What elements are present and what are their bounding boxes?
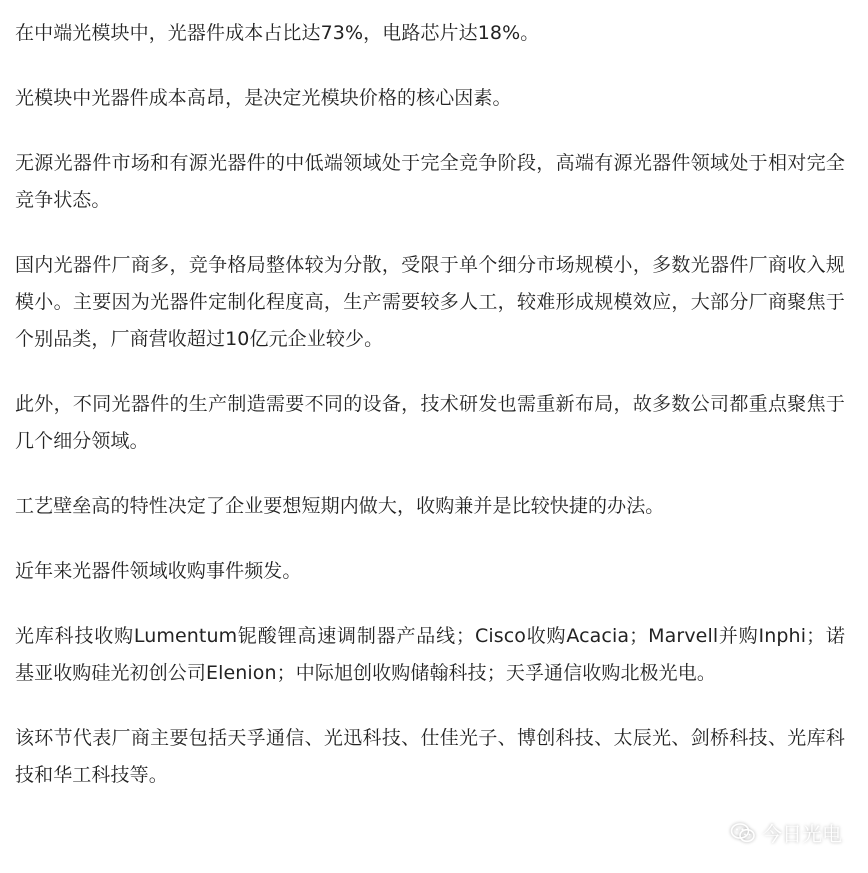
paragraph-acquisitions-intro: 近年来光器件领域收购事件频发。 — [15, 560, 302, 582]
paragraph-barriers: 工艺壁垒高的特性决定了企业要想短期内做大，收购兼并是比较快捷的办法。 — [15, 495, 665, 517]
paragraph-domestic-vendors: 国内光器件厂商多，竞争格局整体较为分散，受限于单个细分市场规模小，多数光器件厂商收入规模小。主要因为光器件定制化程度高，生产需要较多人工，较难形成规模效应，大部分厂商聚焦于个别品类，厂商营收超过10亿元企业较少。 — [15, 254, 845, 350]
wechat-icon — [730, 822, 756, 844]
article-body — [15, 15, 845, 822]
watermark-label: 今日光电 — [762, 822, 842, 846]
paragraph-representative-vendors: 该环节代表厂商主要包括天孚通信、光迅科技、仕佳光子、博创科技、太辰光、剑桥科技、光库科技和华工科技等。 — [15, 727, 845, 786]
paragraph-core-factor: 光模块中光器件成本高昂，是决定光模块价格的核心因素。 — [15, 87, 512, 109]
paragraph-competition: 无源光器件市场和有源光器件的中低端领域处于完全竞争阶段，高端有源光器件领域处于相对完全竞争状态。 — [15, 152, 845, 211]
paragraph-equipment: 此外，不同光器件的生产制造需要不同的设备，技术研发也需重新布局，故多数公司都重点聚焦于几个细分领域。 — [15, 393, 845, 452]
paragraph-cost-share: 在中端光模块中，光器件成本占比达73%，电路芯片达18%。 — [15, 22, 540, 44]
paragraph-acquisitions-list: 光库科技收购Lumentum铌酸锂高速调制器产品线；Cisco收购Acacia；Marvell并购Inphi；诺基亚收购硅光初创公司Elenion；中际旭创收购储翰科技；天孚通信收购北极光电。 — [15, 625, 845, 684]
watermark — [730, 818, 842, 847]
